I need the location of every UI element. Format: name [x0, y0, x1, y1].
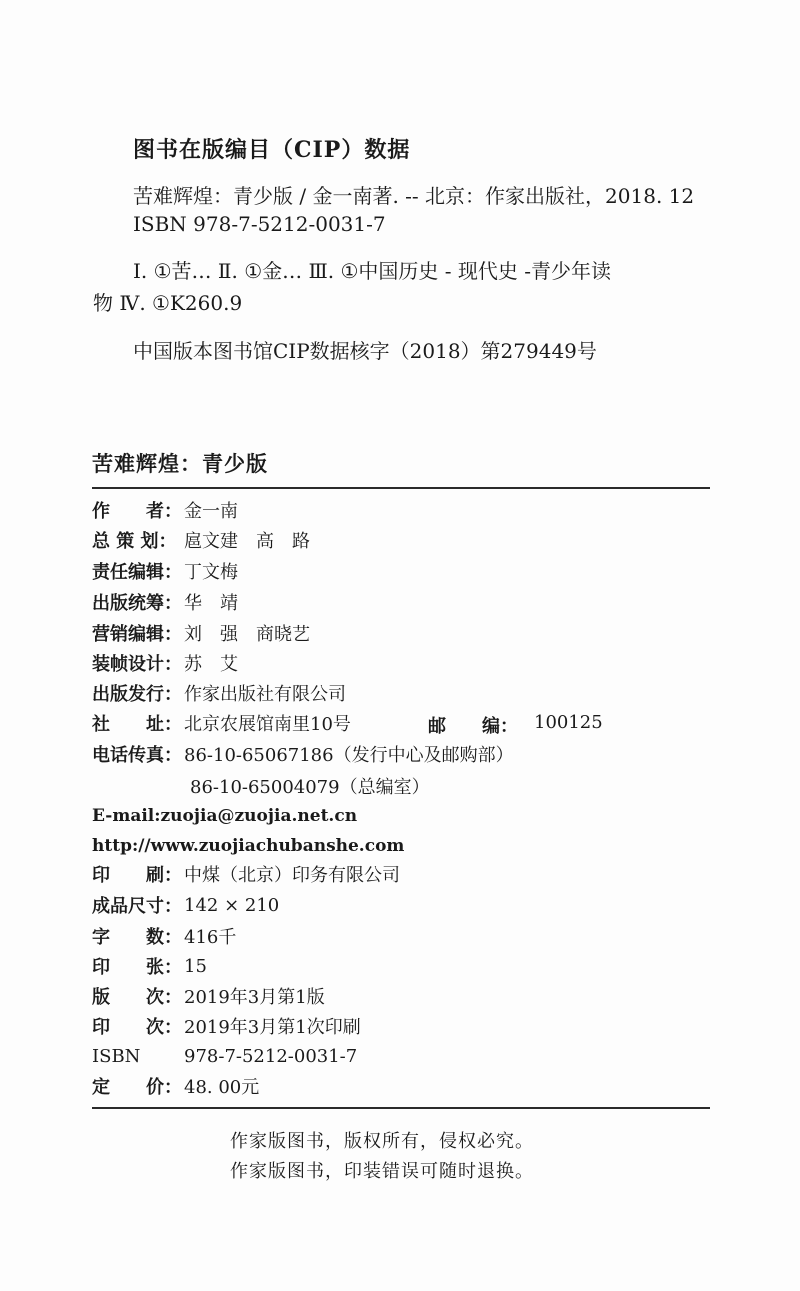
spec-value: 中煤（北京）印务有限公司	[184, 865, 400, 886]
spec-value: 2019年3月第1次印刷	[184, 1017, 361, 1038]
credit-label: 责任编辑：	[92, 562, 182, 583]
cip-classification-line-1: Ⅰ. ①苦… Ⅱ. ①金… Ⅲ. ①中国历史 - 现代史 -青少年读	[133, 259, 612, 283]
credit-address	[92, 709, 351, 737]
spec-value: 48. 00元	[184, 1077, 260, 1098]
credit-label: 装帧设计：	[92, 654, 182, 675]
spec-label: 版 次：	[92, 987, 182, 1008]
credit-label: 营销编辑：	[92, 624, 182, 645]
spec-isbn	[92, 1042, 357, 1070]
credit-design	[92, 649, 238, 677]
zip-label: 邮 编：	[428, 716, 518, 737]
spec-word-count	[92, 922, 236, 950]
credit-value: 丁文梅	[184, 562, 238, 583]
credit-label: 总 策 划：	[92, 531, 177, 552]
website-line: http://www.zuojiachubanshe.com	[92, 836, 405, 856]
spec-edition	[92, 982, 325, 1010]
copyright-notice: 作家版图书，版权所有，侵权必究。	[230, 1131, 534, 1152]
cip-title: 图书在版编目（CIP）数据	[133, 137, 411, 163]
credit-publisher	[92, 679, 346, 707]
spec-sheets	[92, 952, 207, 980]
spec-value: 15	[184, 955, 207, 977]
credit-value: 金一南	[184, 501, 238, 522]
credit-label: 出版发行：	[92, 684, 182, 705]
bottom-divider	[92, 1107, 710, 1109]
credit-label: 电话传真：	[92, 745, 182, 766]
credit-editor	[92, 557, 238, 585]
credit-label: 出版统筹：	[92, 593, 182, 614]
credit-value: 刘 强 商晓艺	[184, 624, 310, 645]
credit-value: 作家出版社有限公司	[184, 684, 346, 705]
spec-label: 定 价：	[92, 1077, 182, 1098]
spec-printer	[92, 860, 400, 888]
spec-value: 142 × 210	[184, 894, 280, 916]
replacement-notice: 作家版图书，印装错误可随时退换。	[230, 1161, 534, 1182]
credit-author	[92, 496, 238, 524]
spec-size	[92, 891, 279, 919]
spec-value: 2019年3月第1版	[184, 987, 325, 1008]
cip-approval-number: 中国版本图书馆CIP数据核字（2018）第279449号	[133, 339, 597, 363]
credit-general-planner	[92, 526, 310, 554]
cip-isbn: ISBN 978-7-5212-0031-7	[133, 212, 386, 236]
credit-value: 北京农展馆南里10号	[184, 714, 351, 735]
book-title: 苦难辉煌：青少版	[92, 451, 268, 476]
spec-label: ISBN	[92, 1045, 141, 1067]
credit-publishing-coordinator	[92, 588, 238, 616]
spec-label: 字 数：	[92, 927, 182, 948]
spec-value: 416千	[184, 927, 237, 948]
fax-editorial-office: 86-10-65004079（总编室）	[190, 777, 430, 798]
cip-bibliographic-line: 苦难辉煌：青少版 / 金一南著. -- 北京：作家出版社，2018. 12	[133, 184, 695, 208]
credit-value: 86-10-65067186（发行中心及邮购部）	[184, 745, 514, 766]
email-line: E-mail:zuojia@zuojia.net.cn	[92, 806, 358, 826]
cip-classification-line-2: 物 Ⅳ. ①K260.9	[93, 291, 243, 315]
spec-label: 成品尺寸：	[92, 896, 182, 917]
credit-phone-fax	[92, 740, 514, 768]
credit-label: 作 者：	[92, 501, 182, 522]
credit-value: 华 靖	[184, 593, 238, 614]
spec-label: 印 刷：	[92, 865, 182, 886]
credit-value: 扈文建 高 路	[184, 531, 310, 552]
spec-value: 978-7-5212-0031-7	[184, 1045, 358, 1067]
credit-marketing-editor	[92, 619, 310, 647]
credit-value: 苏 艾	[184, 654, 238, 675]
spec-printing	[92, 1012, 361, 1040]
spec-label: 印 张：	[92, 957, 182, 978]
top-divider	[92, 487, 710, 489]
zip-value: 100125	[534, 712, 603, 733]
spec-price	[92, 1072, 259, 1100]
spec-label: 印 次：	[92, 1017, 182, 1038]
credit-label: 社 址：	[92, 714, 182, 735]
